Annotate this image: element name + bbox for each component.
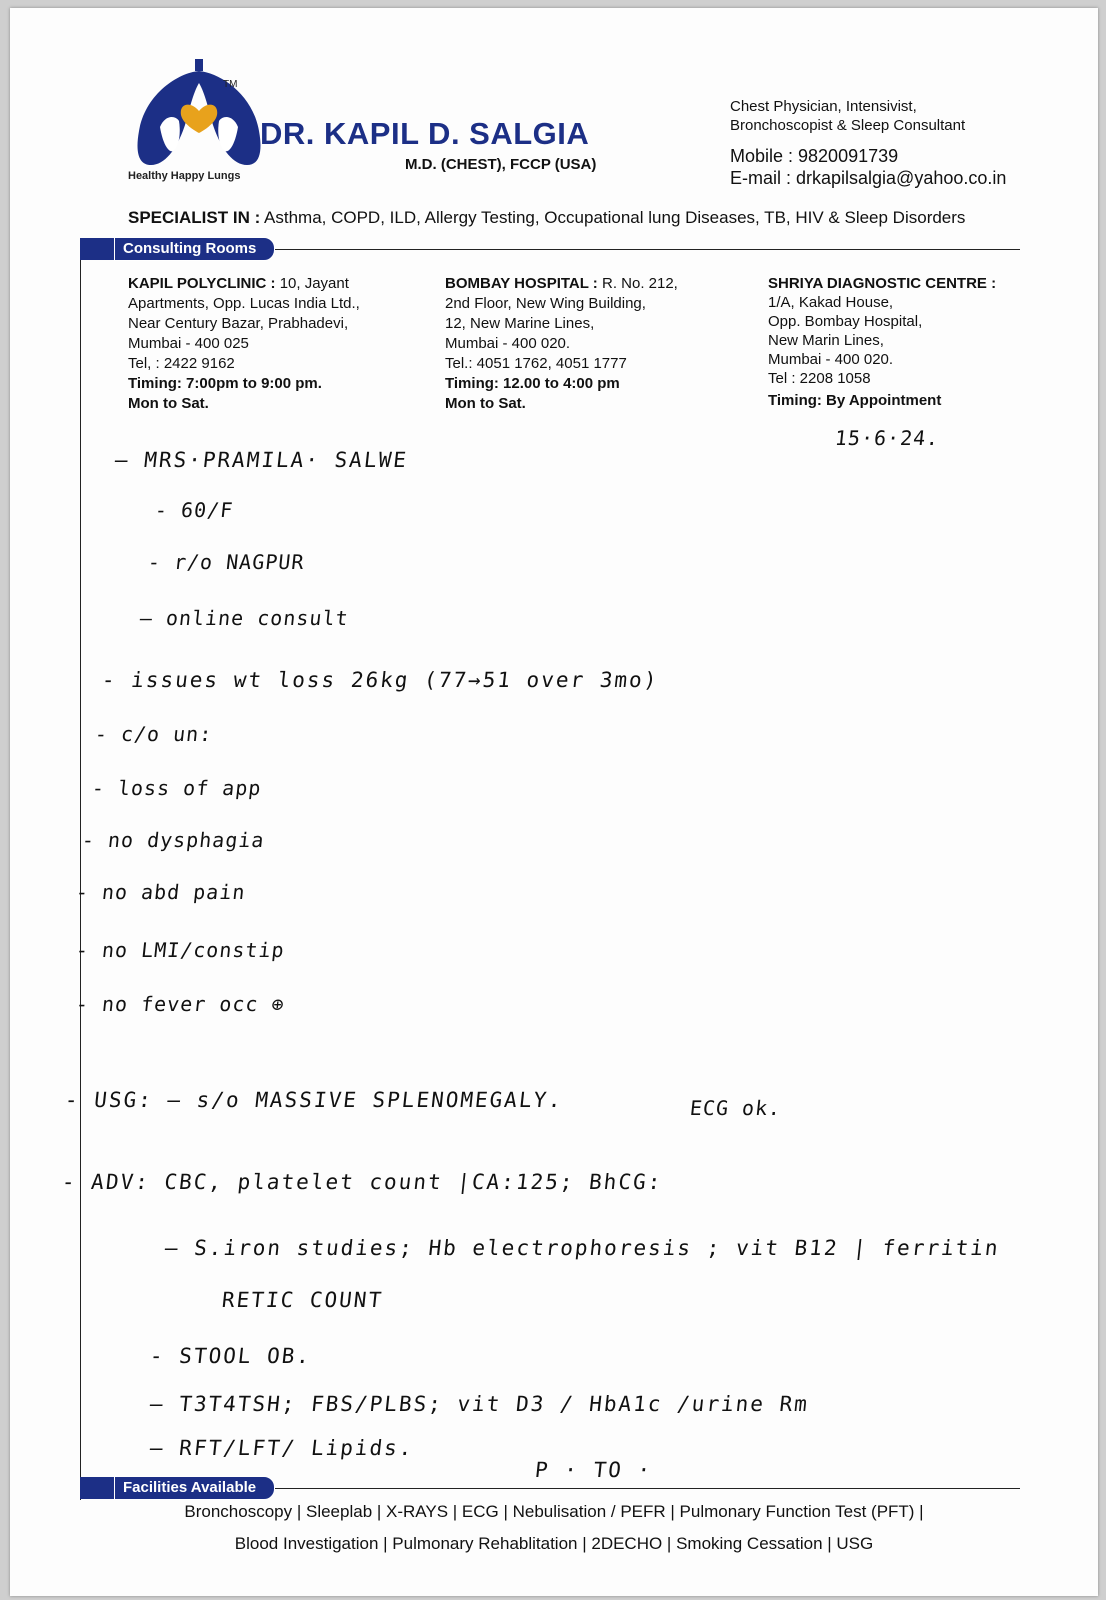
clinic-address-line: 2nd Floor, New Wing Building, — [445, 295, 646, 312]
consulting-bar-square — [80, 238, 114, 260]
clinic-address-line: New Marin Lines, — [768, 332, 884, 349]
note-line: - 60/F — [153, 498, 235, 522]
clinic-address-first: 10, Jayant — [275, 275, 349, 292]
specialist-label: SPECIALIST IN : — [128, 208, 261, 227]
clinic-address-line: Mumbai - 400 020. — [768, 351, 894, 368]
clinic-name: BOMBAY HOSPITAL : — [445, 275, 598, 292]
note-line: - issues wt loss 26kg (77→51 over 3mo) — [100, 668, 660, 692]
email-address: E-mail : drkapilsalgia@yahoo.co.in — [730, 168, 1007, 188]
note-usg: - USG: — s/o MASSIVE SPLENOMEGALY. — [63, 1088, 565, 1112]
clinic-timing: Timing: 7:00pm to 9:00 pm. — [128, 375, 322, 392]
note-pto: P · TO · — [533, 1458, 654, 1482]
clinic-phone: Tel : 2208 1058 — [768, 370, 871, 387]
clinic-timing: Timing: 12.00 to 4:00 pm — [445, 375, 620, 392]
role-line-1: Chest Physician, Intensivist, — [730, 98, 917, 115]
logo-tagline: Healthy Happy Lungs — [128, 170, 241, 182]
doctor-name: DR. KAPIL D. SALGIA — [260, 116, 590, 151]
facilities-bar-square — [80, 1477, 114, 1499]
clinic-days: Mon to Sat. — [128, 395, 209, 412]
note-line: — T3T4TSH; FBS/PLBS; vit D3 / HbA1c /urine Rm — [148, 1392, 811, 1416]
note-line: - no LMI/constip — [74, 938, 286, 962]
clinic-days: Mon to Sat. — [445, 395, 526, 412]
facilities-title: Facilities Available — [114, 1476, 275, 1500]
note-line: — online consult — [138, 606, 350, 630]
role-line-2: Bronchoscopist & Sleep Consultant — [730, 117, 966, 134]
clinic-address-line: Mumbai - 400 020. — [445, 335, 571, 352]
facilities-line-2: Blood Investigation | Pulmonary Rehablitation | 2DECHO | Smoking Cessation | USG — [234, 1534, 874, 1553]
clinic-phone: Tel.: 4051 1762, 4051 1777 — [445, 355, 627, 372]
note-patient-name: — MRS·PRAMILA· SALWE — [113, 448, 410, 472]
specialist-line — [128, 208, 965, 228]
clinic-timing: Timing: By Appointment — [768, 392, 942, 409]
clinic-address-line: Opp. Bombay Hospital, — [768, 313, 923, 330]
clinic-address-line: 1/A, Kakad House, — [768, 294, 894, 311]
clinic-kapil-polyclinic — [128, 274, 360, 414]
specialist-text: Asthma, COPD, ILD, Allergy Testing, Occupational lung Diseases, TB, HIV & Sleep Disorders — [260, 208, 966, 227]
facilities-line-1: Bronchoscopy | Sleeplab | X-RAYS | ECG | Nebulisation / PEFR | Pulmonary Function Test (PFT) | — [184, 1502, 924, 1521]
note-ecg: ECG ok. — [688, 1096, 783, 1120]
note-line: - c/o un: — [93, 722, 214, 746]
clinic-address-line: Apartments, Opp. Lucas India Ltd., — [128, 295, 360, 312]
mobile-number: Mobile : 9820091739 — [730, 146, 899, 166]
clinic-address-line: Mumbai - 400 025 — [128, 335, 249, 352]
clinic-address-first: R. No. 212, — [597, 275, 678, 292]
note-line: — S.iron studies; Hb electrophoresis ; vit B12 | ferritin — [163, 1236, 1001, 1260]
note-line: — RFT/LFT/ Lipids. — [148, 1436, 415, 1460]
note-line: - STOOL OB. — [148, 1344, 313, 1368]
doctor-qualifications: M.D. (CHEST), FCCP (USA) — [405, 156, 597, 173]
clinic-name: KAPIL POLYCLINIC : — [128, 275, 276, 292]
clinic-shriya-diagnostic — [768, 274, 996, 410]
note-line: - no abd pain — [74, 880, 247, 904]
consulting-rooms-title: Consulting Rooms — [114, 237, 275, 261]
note-line: - no fever occ ⊕ — [74, 992, 286, 1016]
trademark-text: TM — [223, 79, 238, 90]
note-date: 15·6·24. — [833, 426, 941, 450]
note-advice: - ADV: CBC, platelet count |CA:125; BhCG: — [60, 1170, 664, 1194]
doctor-role — [730, 97, 965, 135]
note-line: - loss of app — [90, 776, 263, 800]
clinic-address-line: Near Century Bazar, Prabhadevi, — [128, 315, 349, 332]
note-line: - no dysphagia — [80, 828, 266, 852]
note-line: - r/o NAGPUR — [146, 550, 306, 574]
prescription-sheet — [10, 8, 1098, 1596]
clinic-phone: Tel, : 2422 9162 — [128, 355, 235, 372]
clinic-name: SHRIYA DIAGNOSTIC CENTRE : — [768, 275, 997, 292]
note-line: RETIC COUNT — [220, 1288, 385, 1312]
clinic-address-line: 12, New Marine Lines, — [445, 315, 595, 332]
contact-block — [730, 145, 1006, 189]
clinic-bombay-hospital — [445, 274, 678, 414]
